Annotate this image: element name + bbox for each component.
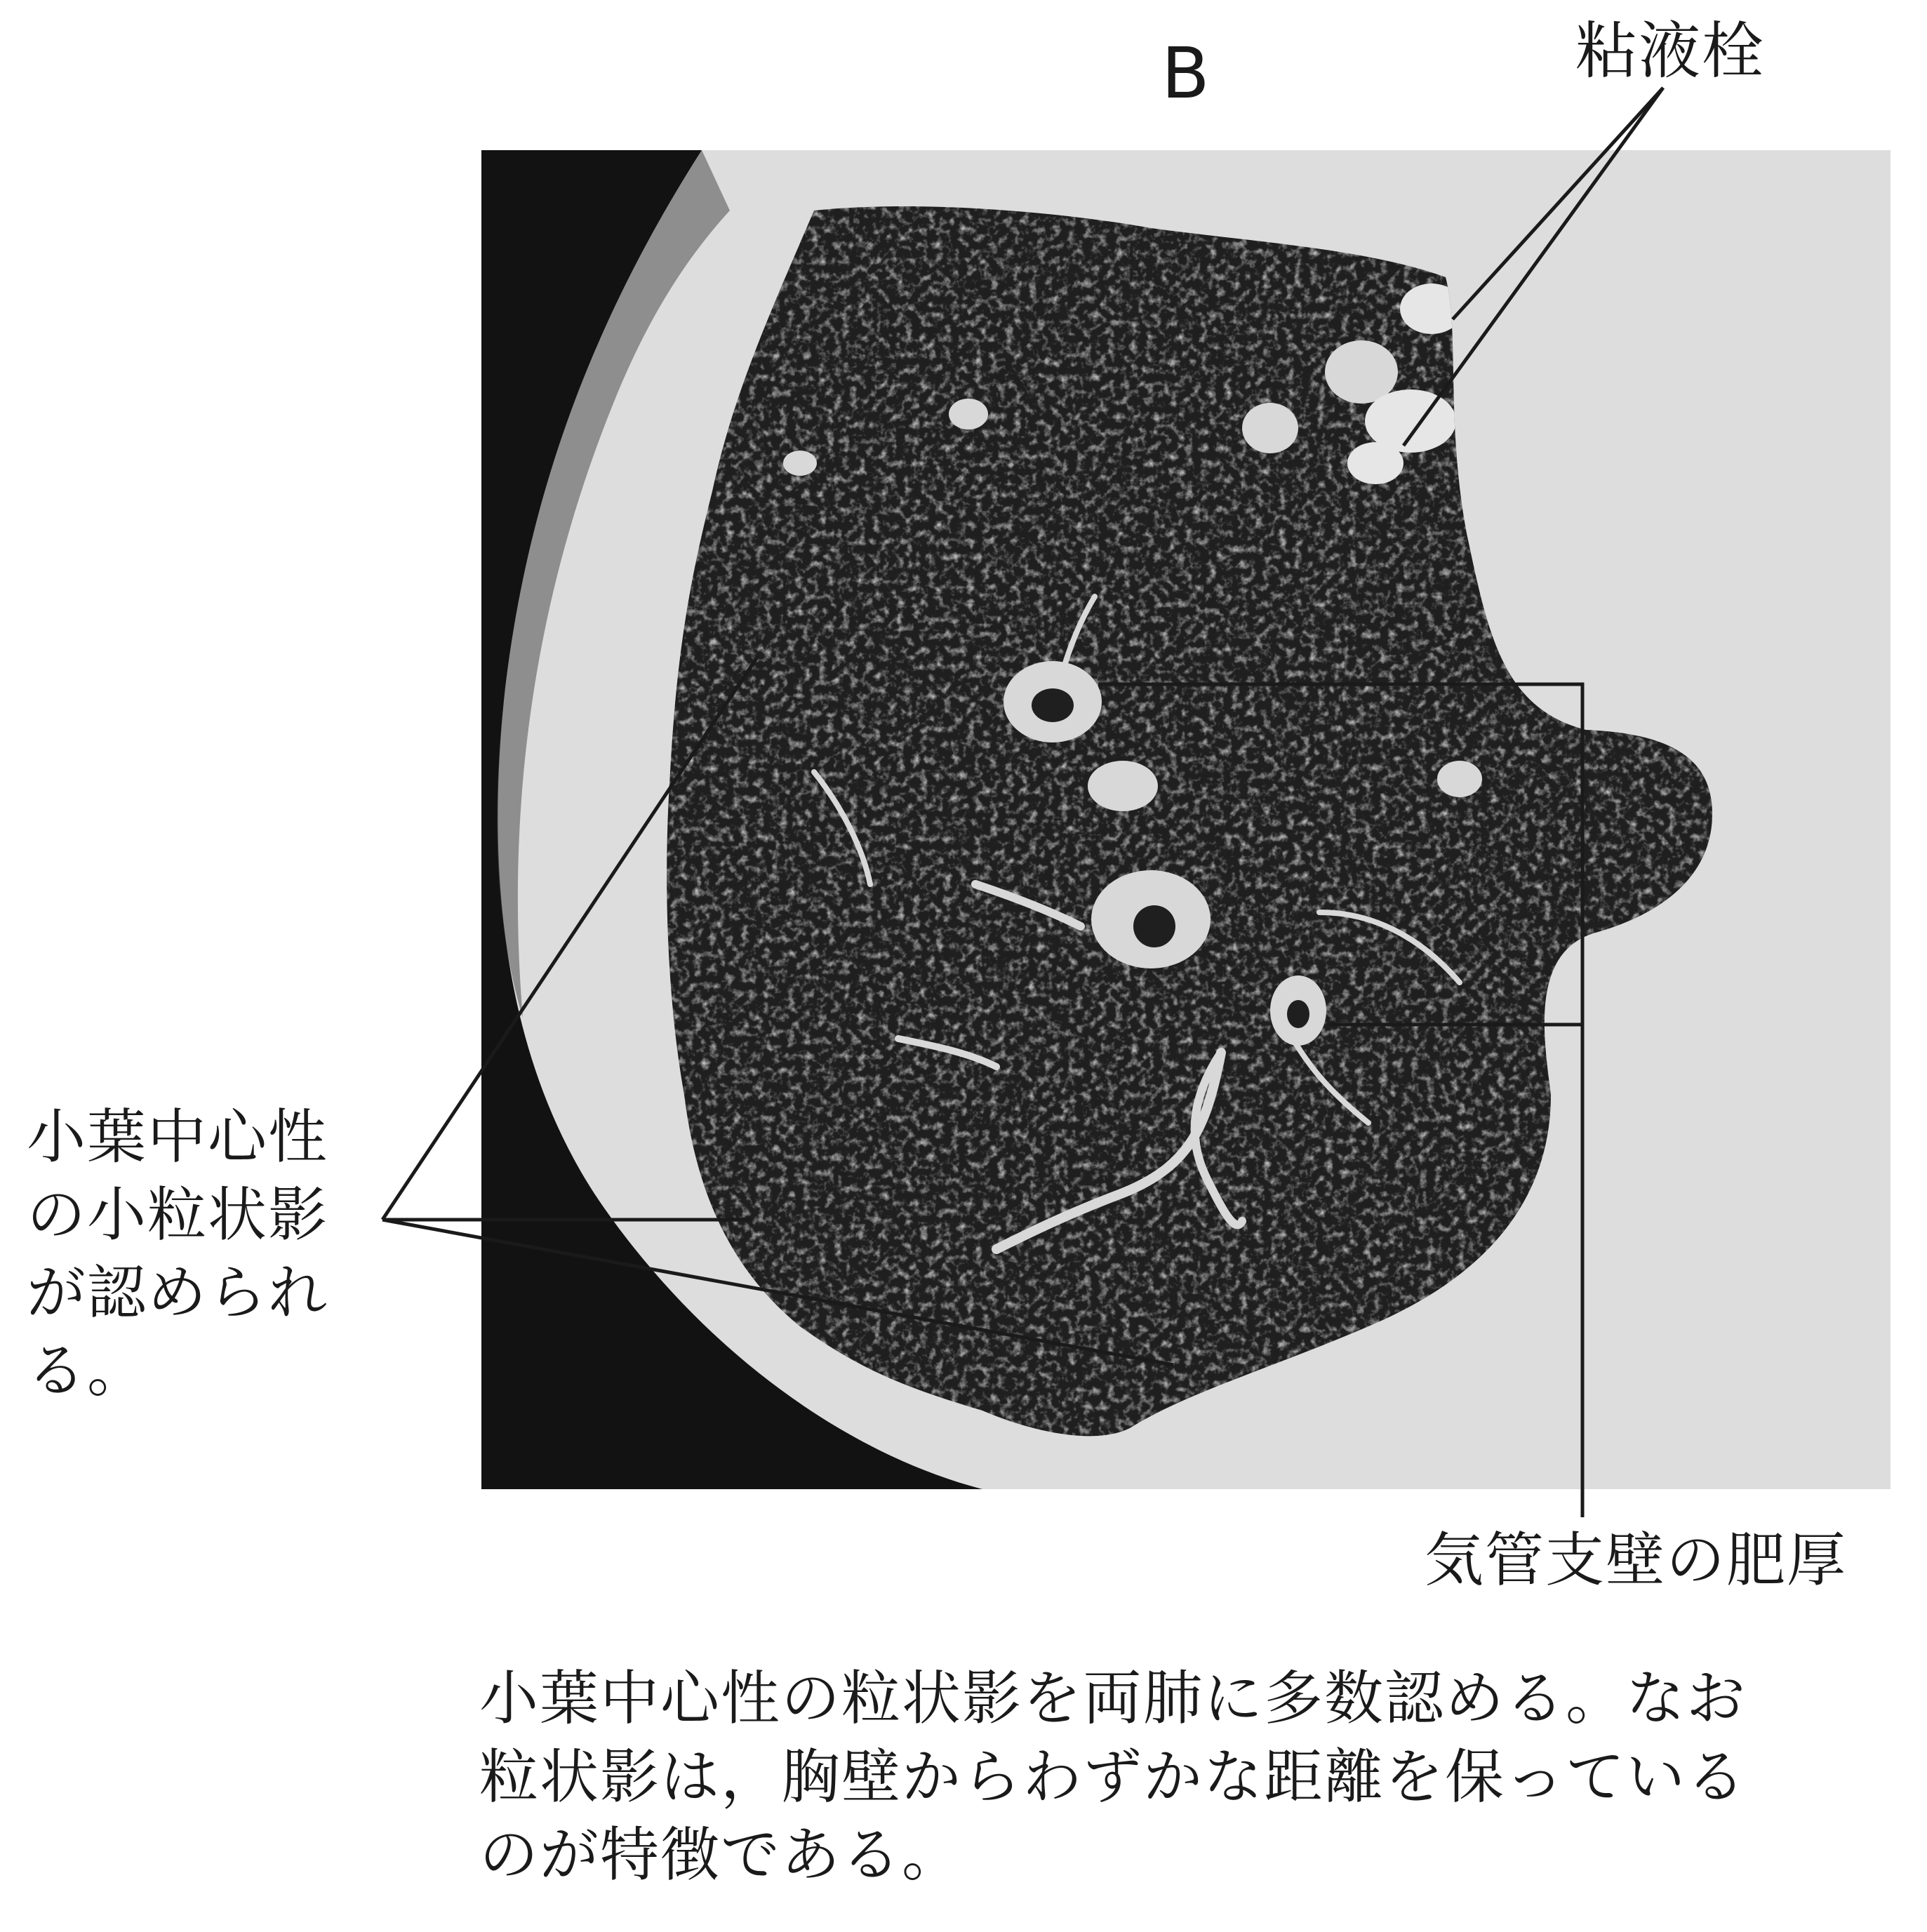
panel-letter: B: [1161, 32, 1210, 114]
ct-scan-image: [481, 150, 1891, 1489]
figure-caption: [479, 1660, 1904, 1895]
label-nodules-line-1: 小葉中心性: [27, 1102, 329, 1171]
caption-line-2: 粒状影は，胸壁からわずかな距離を保っている: [479, 1742, 1747, 1811]
caption-line-3: のが特徴である。: [479, 1820, 963, 1890]
label-mucus-plug: 粘液栓: [1575, 15, 1766, 87]
label-nodules-line-4: る。: [27, 1335, 148, 1405]
label-nodules-line-2: の小粒状影: [27, 1180, 329, 1249]
label-bronchial-wall-thickening: 気管支壁の肥厚: [1425, 1526, 1848, 1594]
label-nodules-line-3: が認められ: [27, 1258, 329, 1327]
caption-line-1: 小葉中心性の粒状影を両肺に多数認める。なお: [479, 1664, 1747, 1733]
label-centrilobular-nodules: [27, 1098, 328, 1410]
